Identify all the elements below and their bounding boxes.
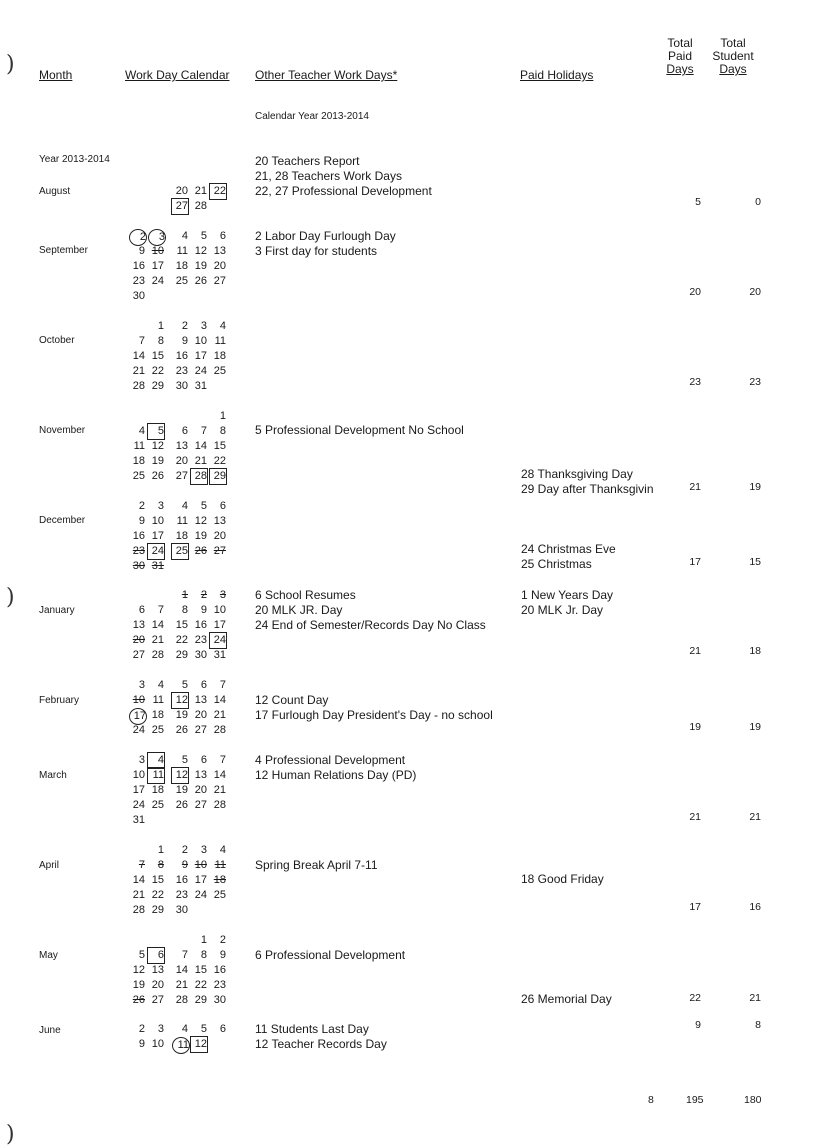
calendar-day: 26 <box>194 275 207 287</box>
calendar-day: 30 <box>175 904 188 916</box>
calendar-day: 2 <box>181 320 188 332</box>
calendar-day: 16 <box>194 619 207 631</box>
binder-mark-middle: ) <box>6 585 15 610</box>
calendar-day: 19 <box>132 979 145 991</box>
calendar-day: 23 <box>132 275 145 287</box>
work-day-note: 21, 28 Teachers Work Days <box>255 169 402 183</box>
work-day-note: 12 Count Day <box>255 693 329 707</box>
calendar-day: 27 <box>194 724 207 736</box>
calendar-day: 15 <box>175 619 188 631</box>
calendar-day: 17 <box>151 260 164 272</box>
calendar-day: 30 <box>194 649 207 661</box>
work-day-note: 22, 27 Professional Development <box>255 184 432 198</box>
calendar-day: 5 <box>138 949 145 961</box>
calendar-day: 6 <box>219 1023 226 1035</box>
calendar-day: 29 <box>194 994 207 1006</box>
calendar-day: 8 <box>181 604 188 616</box>
calendar-day: 29 <box>151 380 164 392</box>
paid-days-march: 21 <box>689 811 701 823</box>
calendar-day: 13 <box>151 964 164 976</box>
calendar-day: 10 <box>151 1038 164 1050</box>
calendar-day: 27 <box>194 799 207 811</box>
calendar-day: 14 <box>132 874 145 886</box>
month-name-january: January <box>39 605 75 616</box>
calendar-day: 10 <box>151 515 164 527</box>
calendar-day: 30 <box>213 994 226 1006</box>
calendar-day: 18 <box>132 455 145 467</box>
calendar-day: 18 <box>151 784 164 796</box>
calendar-day: 10 <box>213 604 226 616</box>
calendar-day: 1 <box>181 589 188 601</box>
student-days-may: 21 <box>749 992 761 1004</box>
work-day-note: 12 Human Relations Day (PD) <box>255 768 417 782</box>
calendar-day: 28 <box>175 994 188 1006</box>
calendar-day: 24 <box>194 365 207 377</box>
calendar-day: 12 <box>172 768 188 783</box>
calendar-day: 29 <box>175 649 188 661</box>
calendar-day: 29 <box>210 469 226 484</box>
paid-holiday: 25 Christmas <box>521 557 592 571</box>
calendar-day: 2 <box>200 589 207 601</box>
calendar-day: 26 <box>175 799 188 811</box>
paid-days-december: 17 <box>689 556 701 568</box>
calendar-day: 4 <box>181 500 188 512</box>
calendar-day: 20 <box>194 709 207 721</box>
calendar-day: 4 <box>181 1023 188 1035</box>
month-name-august: August <box>39 186 71 197</box>
calendar-day: 23 <box>175 365 188 377</box>
calendar-day: 27 <box>175 470 188 482</box>
calendar-day: 31 <box>132 814 145 826</box>
calendar-day: 7 <box>138 859 145 871</box>
calendar-day: 19 <box>151 455 164 467</box>
calendar-day: 10 <box>132 694 145 706</box>
calendar-day: 26 <box>151 470 164 482</box>
calendar-day: 14 <box>213 769 226 781</box>
student-days-june: 8 <box>755 1019 761 1031</box>
work-day-note: 17 Furlough Day President's Day - no school <box>255 708 493 722</box>
teacher-work-days-september <box>255 229 396 259</box>
work-day-note: 3 First day for students <box>255 244 378 258</box>
total-student-days: 180 <box>744 1094 762 1106</box>
calendar-day: 13 <box>175 440 188 452</box>
calendar-day: 9 <box>138 1038 145 1050</box>
month-name-april: April <box>39 860 60 871</box>
calendar-day: 6 <box>148 948 164 963</box>
calendar-day: 6 <box>219 500 226 512</box>
calendar-day: 26 <box>132 994 145 1006</box>
calendar-day: 20 <box>132 634 145 646</box>
calendar-day: 13 <box>213 245 226 257</box>
calendar-day: 2 <box>138 1023 145 1035</box>
calendar-day: 9 <box>200 604 207 616</box>
paid-holiday: 28 Thanksgiving Day <box>521 467 633 481</box>
calendar-day: 28 <box>194 200 207 212</box>
calendar-day: 22 <box>151 365 164 377</box>
calendar-day: 3 <box>157 500 164 512</box>
calendar-day: 5 <box>200 1023 207 1035</box>
paid-holidays-may <box>521 992 612 1007</box>
work-day-note: 6 Professional Development <box>255 948 406 962</box>
paid-days-september: 20 <box>689 286 701 298</box>
calendar-day: 18 <box>213 874 226 886</box>
calendar-day: 27 <box>172 199 188 214</box>
teacher-work-days-march <box>255 753 416 783</box>
teacher-work-days-november <box>255 423 464 438</box>
calendar-day: 14 <box>151 619 164 631</box>
month-name-february: February <box>39 695 80 706</box>
calendar-day: 7 <box>219 679 226 691</box>
paid-days-may: 22 <box>689 992 701 1004</box>
calendar-day: 30 <box>132 560 145 572</box>
calendar-day: 6 <box>138 604 145 616</box>
calendar-day: 5 <box>200 500 207 512</box>
calendar-day: 4 <box>157 679 164 691</box>
work-day-note: 6 School Resumes <box>255 588 356 602</box>
calendar-day: 21 <box>132 365 145 377</box>
calendar-day: 2 <box>219 934 226 946</box>
calendar-day: 27 <box>213 275 226 287</box>
calendar-day: 20 <box>194 784 207 796</box>
calendar-day: 7 <box>181 949 188 961</box>
paid-days-november: 21 <box>689 481 701 493</box>
calendar-day: 25 <box>213 365 226 377</box>
calendar-day: 3 <box>200 320 207 332</box>
calendar-day: 3 <box>138 679 145 691</box>
calendar-day: 11 <box>176 245 188 257</box>
student-days-september: 20 <box>749 286 761 298</box>
calendar-day: 25 <box>151 799 164 811</box>
calendar-day: 11 <box>172 1037 190 1054</box>
calendar-day: 19 <box>194 260 207 272</box>
calendar-day: 30 <box>175 380 188 392</box>
header-work-day-calendar: Work Day Calendar <box>125 68 230 82</box>
calendar-day: 12 <box>132 964 145 976</box>
calendar-day: 27 <box>213 545 226 557</box>
calendar-day: 13 <box>194 769 207 781</box>
total-holidays-count: 8 <box>648 1094 654 1106</box>
paid-holidays-december <box>521 542 616 572</box>
calendar-day: 18 <box>175 530 188 542</box>
calendar-day: 9 <box>138 245 145 257</box>
paid-days-february: 19 <box>689 721 701 733</box>
calendar-day: 31 <box>213 649 226 661</box>
calendar-day: 7 <box>138 335 145 347</box>
paid-holiday: 1 New Years Day <box>521 588 614 602</box>
calendar-day: 14 <box>213 694 226 706</box>
calendar-day: 15 <box>151 350 164 362</box>
calendar-day: 23 <box>132 545 145 557</box>
calendar-day: 11 <box>133 440 145 452</box>
month-name-june: June <box>39 1025 61 1036</box>
calendar-day: 2 <box>129 229 147 246</box>
calendar-day: 20 <box>213 260 226 272</box>
calendar-day: 13 <box>194 694 207 706</box>
calendar-day: 13 <box>132 619 145 631</box>
calendar-day: 12 <box>151 440 164 452</box>
month-name-may: May <box>39 950 58 961</box>
header-paid-holidays: Paid Holidays <box>520 68 594 82</box>
work-day-note: 4 Professional Development <box>255 753 406 767</box>
calendar-day: 8 <box>219 425 226 437</box>
calendar-day: 9 <box>181 859 188 871</box>
calendar-day: 5 <box>181 679 188 691</box>
calendar-day: 5 <box>200 230 207 242</box>
student-days-february: 19 <box>749 721 761 733</box>
calendar-day: 8 <box>157 335 164 347</box>
calendar-day: 17 <box>132 784 145 796</box>
calendar-day: 28 <box>191 469 207 484</box>
calendar-day: 24 <box>132 724 145 736</box>
calendar-day: 6 <box>219 230 226 242</box>
calendar-day: 17 <box>129 708 147 725</box>
paid-days-april: 17 <box>689 901 701 913</box>
calendar-day: 10 <box>194 859 207 871</box>
paid-holidays-april <box>521 872 604 887</box>
student-days-march: 21 <box>749 811 761 823</box>
calendar-day: 25 <box>132 470 145 482</box>
paid-holidays-january <box>521 588 613 618</box>
calendar-day: 21 <box>194 455 207 467</box>
header-other-teacher-work-days: Other Teacher Work Days* <box>255 68 398 82</box>
calendar-day: 28 <box>213 724 226 736</box>
calendar-day: 9 <box>181 335 188 347</box>
calendar-day: 19 <box>194 530 207 542</box>
calendar-day: 18 <box>213 350 226 362</box>
calendar-day: 24 <box>151 275 164 287</box>
calendar-day: 14 <box>175 964 188 976</box>
work-day-note: 2 Labor Day Furlough Day <box>255 229 396 243</box>
calendar-day: 4 <box>148 753 164 768</box>
student-days-november: 19 <box>749 481 761 493</box>
calendar-day: 21 <box>151 634 164 646</box>
calendar-day: 3 <box>157 1023 164 1035</box>
month-name-september: September <box>39 245 88 256</box>
calendar-day: 27 <box>132 649 145 661</box>
calendar-day: 20 <box>175 185 188 197</box>
calendar-day: 11 <box>214 859 226 871</box>
calendar-day: 1 <box>219 410 226 422</box>
calendar-day: 28 <box>213 799 226 811</box>
calendar-day: 20 <box>151 979 164 991</box>
year-label: Year 2013-2014 <box>39 154 110 165</box>
calendar-day: 20 <box>213 530 226 542</box>
teacher-work-days-february <box>255 693 493 723</box>
calendar-day: 3 <box>219 589 226 601</box>
calendar-day: 19 <box>175 709 188 721</box>
calendar-day: 29 <box>151 904 164 916</box>
calendar-day: 14 <box>132 350 145 362</box>
header-total-paid-days: Total Paid Days <box>666 36 694 76</box>
calendar-day: 22 <box>151 889 164 901</box>
month-name-march: March <box>39 770 67 781</box>
calendar-day: 5 <box>181 754 188 766</box>
calendar-day: 17 <box>151 530 164 542</box>
student-days-october: 23 <box>749 376 761 388</box>
calendar-day: 22 <box>210 184 226 199</box>
calendar-day: 16 <box>175 350 188 362</box>
calendar-day: 18 <box>175 260 188 272</box>
calendar-day: 23 <box>213 979 226 991</box>
calendar-day: 3 <box>200 844 207 856</box>
calendar-day: 9 <box>138 515 145 527</box>
calendar-day: 31 <box>151 560 164 572</box>
calendar-day: 16 <box>132 260 145 272</box>
paid-holidays-november <box>521 467 654 497</box>
calendar-day: 17 <box>213 619 226 631</box>
calendar-day: 1 <box>157 844 164 856</box>
calendar-day: 24 <box>148 544 164 559</box>
calendar-day: 23 <box>175 889 188 901</box>
calendar-day: 6 <box>181 425 188 437</box>
calendar-day: 18 <box>151 709 164 721</box>
paid-days-june: 9 <box>695 1019 701 1031</box>
calendar-day: 3 <box>138 754 145 766</box>
work-day-note: Spring Break April 7-11 <box>255 858 378 872</box>
calendar-day: 21 <box>213 709 226 721</box>
calendar-day: 25 <box>175 275 188 287</box>
student-days-august: 0 <box>755 196 761 208</box>
teacher-work-days-june <box>255 1022 387 1052</box>
calendar-year-label: Calendar Year 2013-2014 <box>255 111 369 122</box>
work-day-note: 20 MLK JR. Day <box>255 603 343 617</box>
calendar-day: 20 <box>175 455 188 467</box>
paid-holiday: 24 Christmas Eve <box>521 542 616 556</box>
calendar-day: 2 <box>181 844 188 856</box>
work-day-note: 24 End of Semester/Records Day No Class <box>255 618 486 632</box>
paid-days-august: 5 <box>695 196 701 208</box>
calendar-day: 21 <box>213 784 226 796</box>
calendar-day: 12 <box>172 693 188 708</box>
calendar-day: 7 <box>157 604 164 616</box>
calendar-day: 9 <box>219 949 226 961</box>
calendar-day: 31 <box>194 380 207 392</box>
calendar-day: 22 <box>175 634 188 646</box>
calendar-day: 11 <box>148 768 164 783</box>
calendar-day: 23 <box>194 634 207 646</box>
calendar-day: 11 <box>176 515 188 527</box>
paid-holiday: 29 Day after Thanksgivin <box>521 482 654 496</box>
calendar-day: 1 <box>157 320 164 332</box>
calendar-day: 30 <box>132 290 145 302</box>
calendar-day: 6 <box>200 754 207 766</box>
paid-holiday: 20 MLK Jr. Day <box>521 603 604 617</box>
calendar-day: 4 <box>219 844 226 856</box>
calendar-day: 15 <box>194 964 207 976</box>
calendar-day: 24 <box>194 889 207 901</box>
work-day-note: 12 Teacher Records Day <box>255 1037 387 1051</box>
header-month: Month <box>39 68 73 82</box>
month-name-november: November <box>39 425 86 436</box>
calendar-day: 25 <box>172 544 188 559</box>
calendar-day: 28 <box>132 904 145 916</box>
calendar-day: 27 <box>151 994 164 1006</box>
calendar-day: 3 <box>148 229 166 246</box>
teacher-work-days-may <box>255 948 405 963</box>
calendar-day: 21 <box>175 979 188 991</box>
paid-days-january: 21 <box>689 645 701 657</box>
calendar-day: 10 <box>194 335 207 347</box>
calendar-day: 2 <box>138 500 145 512</box>
month-name-december: December <box>39 515 86 526</box>
work-day-note: 20 Teachers Report <box>255 154 360 168</box>
calendar-day: 28 <box>132 380 145 392</box>
paid-days-october: 23 <box>689 376 701 388</box>
calendar-day: 24 <box>132 799 145 811</box>
calendar-day: 7 <box>200 425 207 437</box>
calendar-day: 25 <box>151 724 164 736</box>
calendar-day: 21 <box>194 185 207 197</box>
paid-holiday: 18 Good Friday <box>521 872 604 886</box>
calendar-day: 16 <box>132 530 145 542</box>
calendar-day: 13 <box>213 515 226 527</box>
teacher-work-days-august <box>255 154 432 199</box>
calendar-day: 8 <box>200 949 207 961</box>
calendar-day: 24 <box>210 633 226 648</box>
calendar-day: 22 <box>213 455 226 467</box>
calendar-day: 16 <box>175 874 188 886</box>
calendar-day: 12 <box>194 245 207 257</box>
binder-mark-bottom: ) <box>6 1122 15 1147</box>
calendar-day: 7 <box>219 754 226 766</box>
month-name-october: October <box>39 335 75 346</box>
calendar-day: 17 <box>194 350 207 362</box>
work-day-note: 5 Professional Development No School <box>255 423 464 437</box>
calendar-day: 8 <box>157 859 164 871</box>
calendar-day: 10 <box>151 245 164 257</box>
binder-mark-top: ) <box>6 52 15 77</box>
work-day-note: 11 Students Last Day <box>255 1022 369 1036</box>
calendar-day: 25 <box>213 889 226 901</box>
calendar-day: 4 <box>219 320 226 332</box>
calendar-day: 6 <box>200 679 207 691</box>
student-days-december: 15 <box>749 556 761 568</box>
calendar-day: 4 <box>181 230 188 242</box>
calendar-day: 11 <box>214 335 226 347</box>
calendar-day: 10 <box>132 769 145 781</box>
calendar-day: 14 <box>194 440 207 452</box>
calendar-day: 28 <box>151 649 164 661</box>
calendar-day: 12 <box>194 515 207 527</box>
calendar-day: 15 <box>151 874 164 886</box>
paid-holiday: 26 Memorial Day <box>521 992 612 1006</box>
teacher-work-days-april <box>255 858 378 873</box>
teacher-work-days-january <box>255 588 486 633</box>
student-days-april: 16 <box>749 901 761 913</box>
student-days-january: 18 <box>749 645 761 657</box>
calendar-day: 15 <box>213 440 226 452</box>
calendar-day: 26 <box>175 724 188 736</box>
calendar-day: 5 <box>148 424 164 439</box>
calendar-day: 16 <box>213 964 226 976</box>
total-paid-days: 195 <box>686 1094 704 1106</box>
calendar-day: 1 <box>200 934 207 946</box>
calendar-day: 22 <box>194 979 207 991</box>
calendar-day: 21 <box>132 889 145 901</box>
calendar-day: 19 <box>175 784 188 796</box>
calendar-day: 12 <box>191 1037 207 1052</box>
header-total-student-days: Total Student Days <box>712 36 754 76</box>
calendar-day: 26 <box>194 545 207 557</box>
calendar-day: 11 <box>152 694 164 706</box>
calendar-day: 4 <box>138 425 145 437</box>
calendar-day: 17 <box>194 874 207 886</box>
